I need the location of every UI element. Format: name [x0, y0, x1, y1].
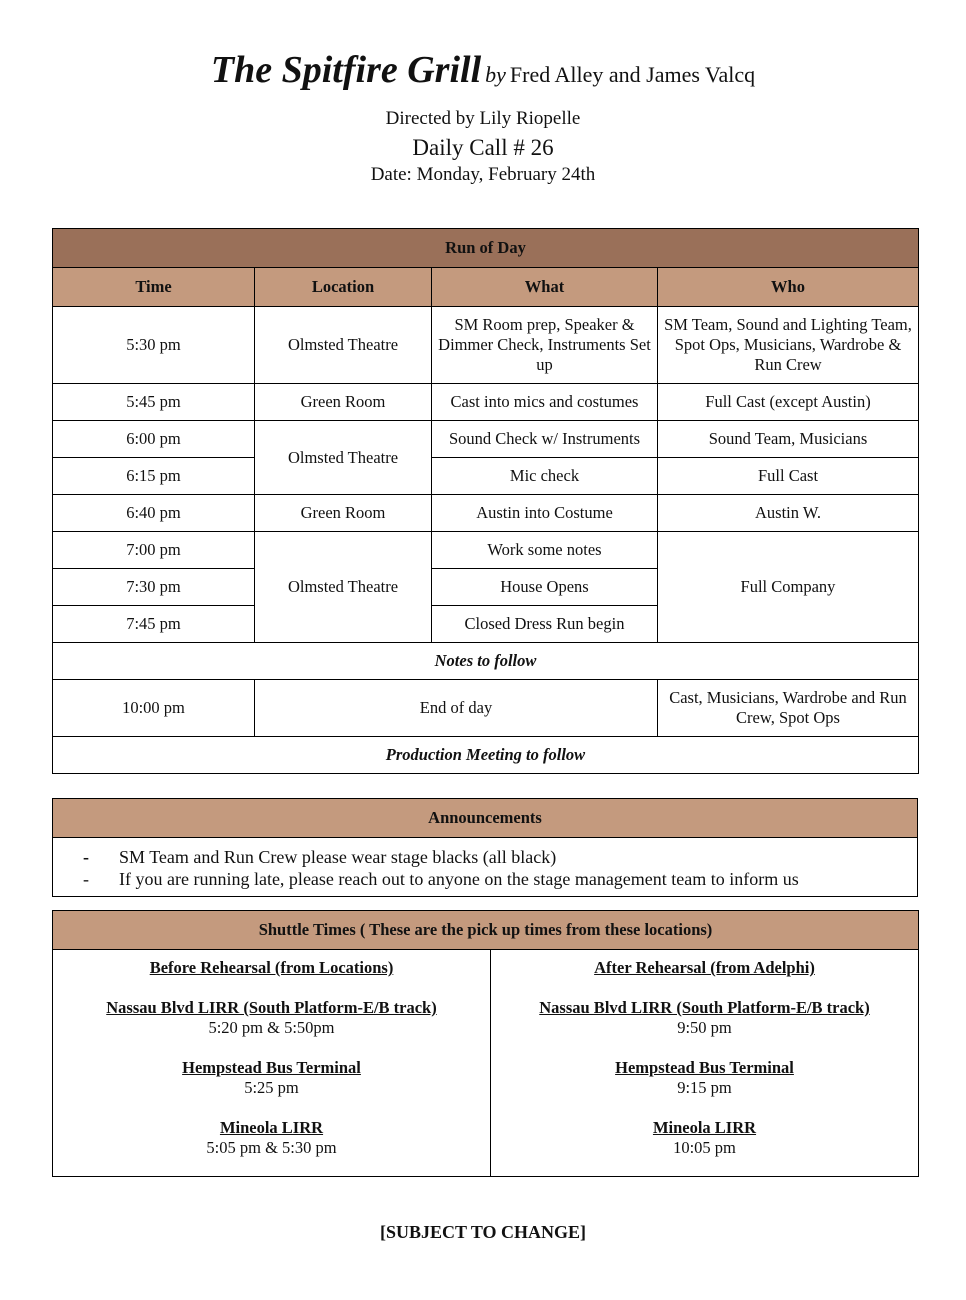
stop-times: 9:15 pm — [677, 1078, 732, 1097]
stop-times: 5:25 pm — [244, 1078, 299, 1097]
cell-who: Full Cast (except Austin) — [658, 384, 919, 421]
cell-time: 7:30 pm — [53, 569, 255, 606]
cell-what: Mic check — [432, 458, 658, 495]
announcement-text: SM Team and Run Crew please wear stage blacks (all black) — [119, 847, 557, 867]
cell-time: 10:00 pm — [53, 680, 255, 737]
cell-who: Cast, Musicians, Wardrobe and Run Crew, Spot Ops — [658, 680, 919, 737]
cell-location: Green Room — [255, 384, 432, 421]
cell-what: Work some notes — [432, 532, 658, 569]
cell-time: 6:00 pm — [53, 421, 255, 458]
subject-to-change-footer: [SUBJECT TO CHANGE] — [379, 1222, 587, 1242]
before-rehearsal-column — [53, 950, 491, 1177]
run-of-day-heading: Run of Day — [53, 229, 919, 268]
stop-name: Hempstead Bus Terminal — [615, 1058, 794, 1077]
list-item — [83, 868, 917, 890]
dash-bullet-icon: - — [83, 869, 89, 889]
show-title: The Spitfire Grill — [210, 49, 482, 91]
call-date: Date: Monday, February 24th — [370, 164, 596, 185]
cell-what: SM Room prep, Speaker & Dimmer Check, Instruments Set up — [432, 307, 658, 384]
table-row — [53, 458, 919, 495]
stop-name: Nassau Blvd LIRR (South Platform-E/B track) — [106, 998, 437, 1017]
table-row — [53, 421, 919, 458]
production-meeting-note: Production Meeting to follow — [53, 737, 919, 774]
announcement-text: If you are running late, please reach out to anyone on the stage management team to inform us — [119, 869, 799, 889]
authors: Fred Alley and James Valcq — [509, 62, 756, 87]
shuttle-heading: Shuttle Times ( These are the pick up times from these locations) — [53, 911, 919, 950]
stop-name: Mineola LIRR — [652, 1118, 757, 1137]
cell-location: Olmsted Theatre — [255, 532, 432, 643]
cell-time: 6:15 pm — [53, 458, 255, 495]
stop-name: Mineola LIRR — [219, 1118, 324, 1137]
stop-name: Hempstead Bus Terminal — [182, 1058, 361, 1077]
column-header-time: Time — [53, 268, 255, 307]
document-header — [0, 48, 966, 186]
stop-times: 9:50 pm — [677, 1018, 732, 1037]
column-header-who: Who — [658, 268, 919, 307]
cell-what: Closed Dress Run begin — [432, 606, 658, 643]
cell-location: Olmsted Theatre — [255, 421, 432, 495]
announcements-body — [53, 838, 918, 897]
table-row — [53, 384, 919, 421]
cell-who: Austin W. — [658, 495, 919, 532]
announcements-table — [52, 798, 918, 897]
list-item — [83, 846, 917, 868]
director: Directed by Lily Riopelle — [385, 108, 581, 129]
stop-name: Nassau Blvd LIRR (South Platform-E/B track) — [539, 998, 870, 1017]
cell-what: House Opens — [432, 569, 658, 606]
column-header-location: Location — [255, 268, 432, 307]
table-row — [53, 495, 919, 532]
after-rehearsal-column — [491, 950, 919, 1177]
after-rehearsal-title: After Rehearsal (from Adelphi) — [594, 958, 815, 977]
cell-location: Olmsted Theatre — [255, 307, 432, 384]
cell-time: 5:45 pm — [53, 384, 255, 421]
by-label: by — [485, 62, 506, 87]
column-header-what: What — [432, 268, 658, 307]
before-rehearsal-title: Before Rehearsal (from Locations) — [149, 958, 394, 977]
cell-location: Green Room — [255, 495, 432, 532]
title-line — [0, 48, 966, 100]
cell-end-of-day: End of day — [255, 680, 658, 737]
stop-times: 10:05 pm — [673, 1138, 736, 1157]
cell-time: 7:45 pm — [53, 606, 255, 643]
cell-who: Full Company — [658, 532, 919, 643]
stop-times: 5:20 pm & 5:50pm — [208, 1018, 335, 1037]
stop-times: 5:05 pm & 5:30 pm — [206, 1138, 337, 1157]
run-of-day-table — [52, 228, 919, 774]
announcements-heading: Announcements — [53, 799, 918, 838]
table-row — [53, 680, 919, 737]
cell-time: 7:00 pm — [53, 532, 255, 569]
cell-what: Austin into Costume — [432, 495, 658, 532]
cell-what: Cast into mics and costumes — [432, 384, 658, 421]
shuttle-times-table — [52, 910, 919, 1177]
cell-who: SM Team, Sound and Lighting Team, Spot Ops, Musicians, Wardrobe & Run Crew — [658, 307, 919, 384]
dash-bullet-icon: - — [83, 847, 89, 867]
daily-call-number: Daily Call # 26 — [412, 135, 554, 160]
cell-what: Sound Check w/ Instruments — [432, 421, 658, 458]
cell-time: 6:40 pm — [53, 495, 255, 532]
table-row — [53, 532, 919, 569]
cell-time: 5:30 pm — [53, 307, 255, 384]
table-row — [53, 307, 919, 384]
notes-to-follow: Notes to follow — [53, 643, 919, 680]
cell-who: Sound Team, Musicians — [658, 421, 919, 458]
cell-who: Full Cast — [658, 458, 919, 495]
